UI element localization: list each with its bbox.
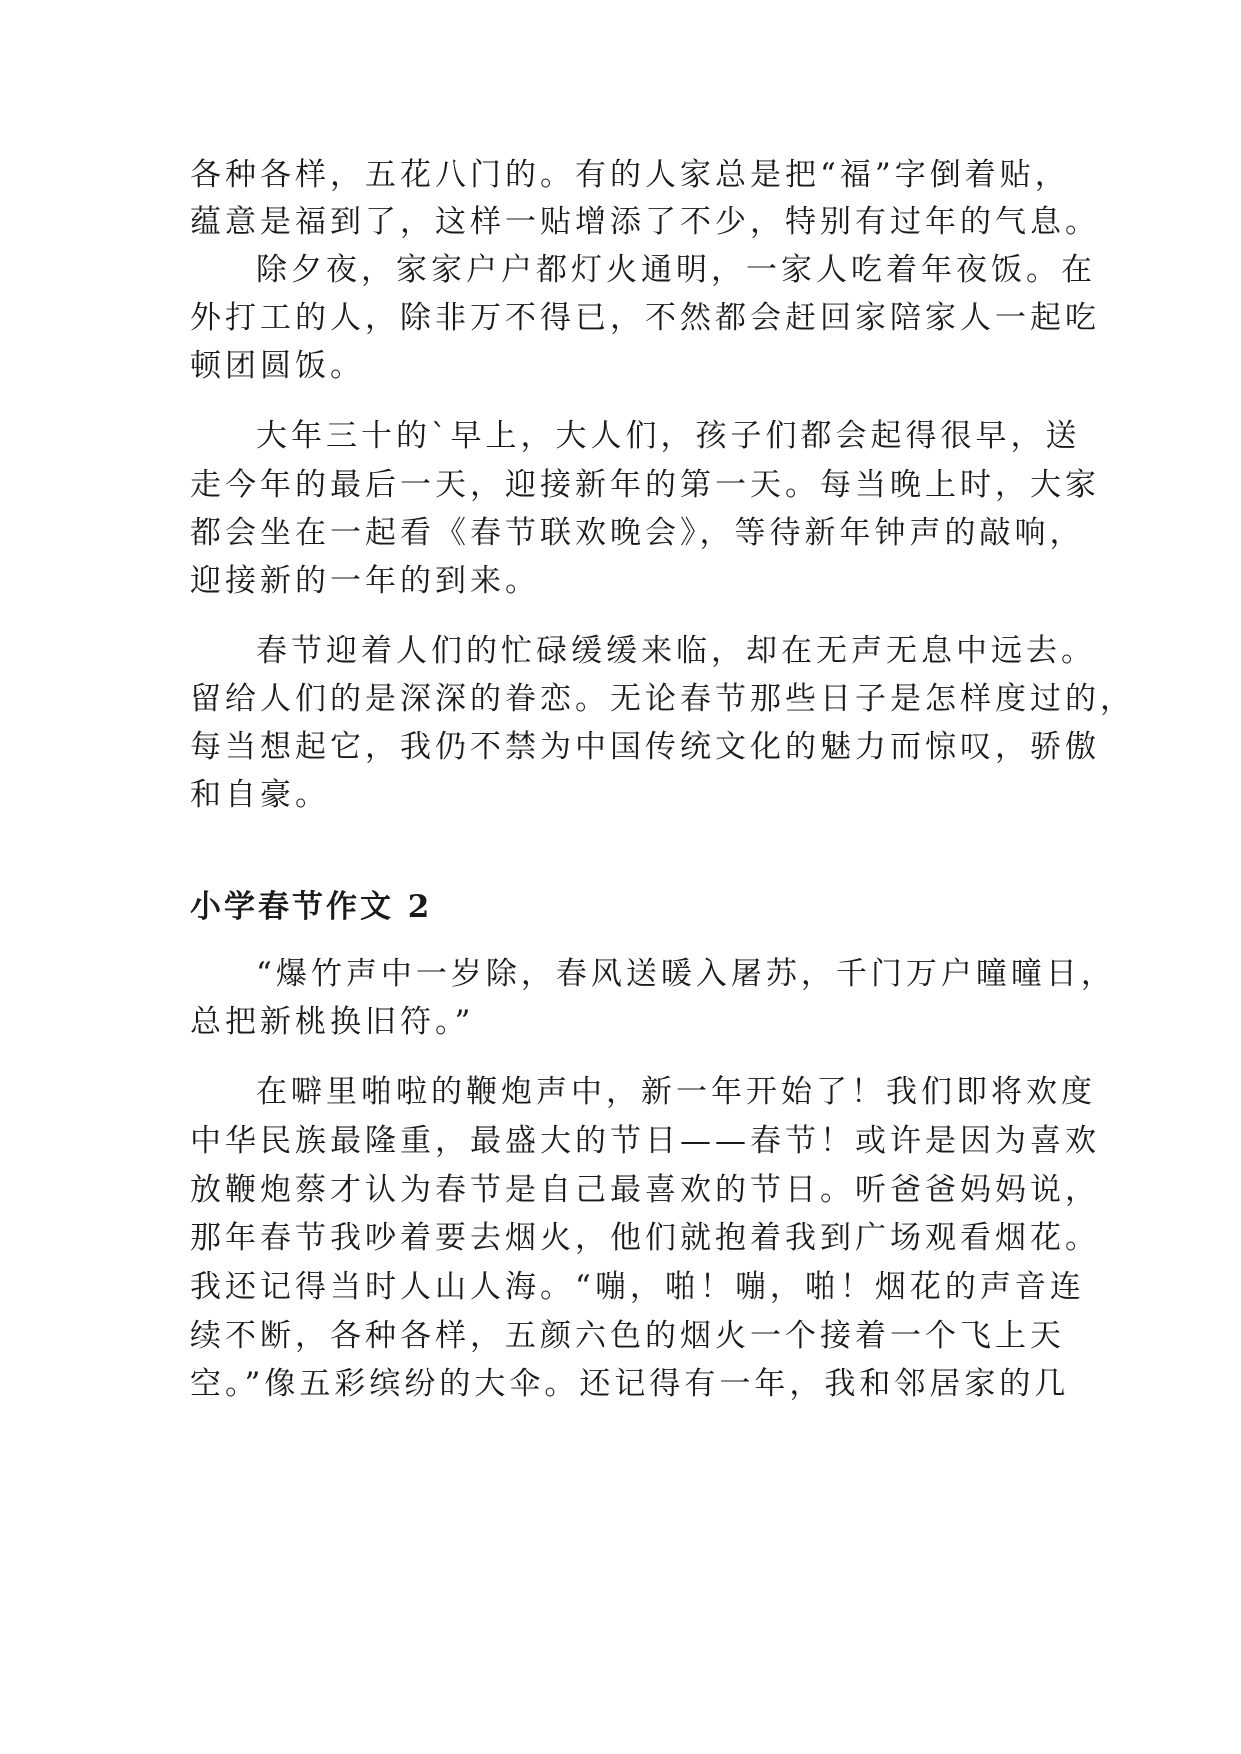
text-line: 留给人们的是深深的眷恋。无论春节那些日子是怎样度过的， bbox=[190, 681, 1135, 717]
text-line: 我还记得当时人山人海。“嘣，啪！嘣，啪！烟花的声音连 bbox=[190, 1269, 1085, 1305]
section-title: 小学春节作文 2 bbox=[190, 889, 433, 925]
text-line: 外打工的人，除非万不得已，不然都会赶回家陪家人一起吃 bbox=[190, 300, 1100, 336]
text-line: 除夕夜，家家户户都灯火通明，一家人吃着年夜饭。在 bbox=[256, 252, 1096, 288]
text-line: 空。”像五彩缤纷的大伞。还记得有一年，我和邻居家的几 bbox=[190, 1366, 1070, 1402]
text-line: 每当想起它，我仍不禁为中国传统文化的魅力而惊叹，骄傲 bbox=[190, 729, 1100, 765]
text-line: 走今年的最后一天，迎接新年的第一天。每当晚上时，大家 bbox=[190, 467, 1100, 503]
text-line: 顿团圆饭。 bbox=[190, 348, 365, 384]
text-line: 蕴意是福到了，这样一贴增添了不少，特别有过年的气息。 bbox=[190, 204, 1100, 240]
text-line: 迎接新的一年的到来。 bbox=[190, 563, 540, 599]
text-line: 那年春节我吵着要去烟火，他们就抱着我到广场观看烟花。 bbox=[190, 1220, 1100, 1256]
text-line: 续不断，各种各样，五颜六色的烟火一个接着一个飞上天 bbox=[190, 1318, 1065, 1354]
text-line: 放鞭炮蔡才认为春节是自己最喜欢的节日。听爸爸妈妈说， bbox=[190, 1172, 1100, 1208]
text-line: 都会坐在一起看《春节联欢晚会》，等待新年钟声的敲响， bbox=[190, 515, 1085, 551]
text-line: 各种各样，五花八门的。有的人家总是把“福”字倒着贴， bbox=[190, 157, 1070, 193]
text-line: 中华民族最隆重，最盛大的节日——春节！或许是因为喜欢 bbox=[190, 1123, 1100, 1159]
text-line: 和自豪。 bbox=[190, 777, 330, 813]
text-line: 大年三十的`早上，大人们，孩子们都会起得很早，送 bbox=[256, 418, 1081, 454]
text-line: “爆竹声中一岁除，春风送暖入屠苏，千门万户曈曈日， bbox=[256, 956, 1116, 992]
text-line: 在噼里啪啦的鞭炮声中，新一年开始了！我们即将欢度 bbox=[256, 1074, 1096, 1110]
text-line: 春节迎着人们的忙碌缓缓来临，却在无声无息中远去。 bbox=[256, 633, 1096, 669]
text-line: 总把新桃换旧符。” bbox=[190, 1004, 475, 1040]
